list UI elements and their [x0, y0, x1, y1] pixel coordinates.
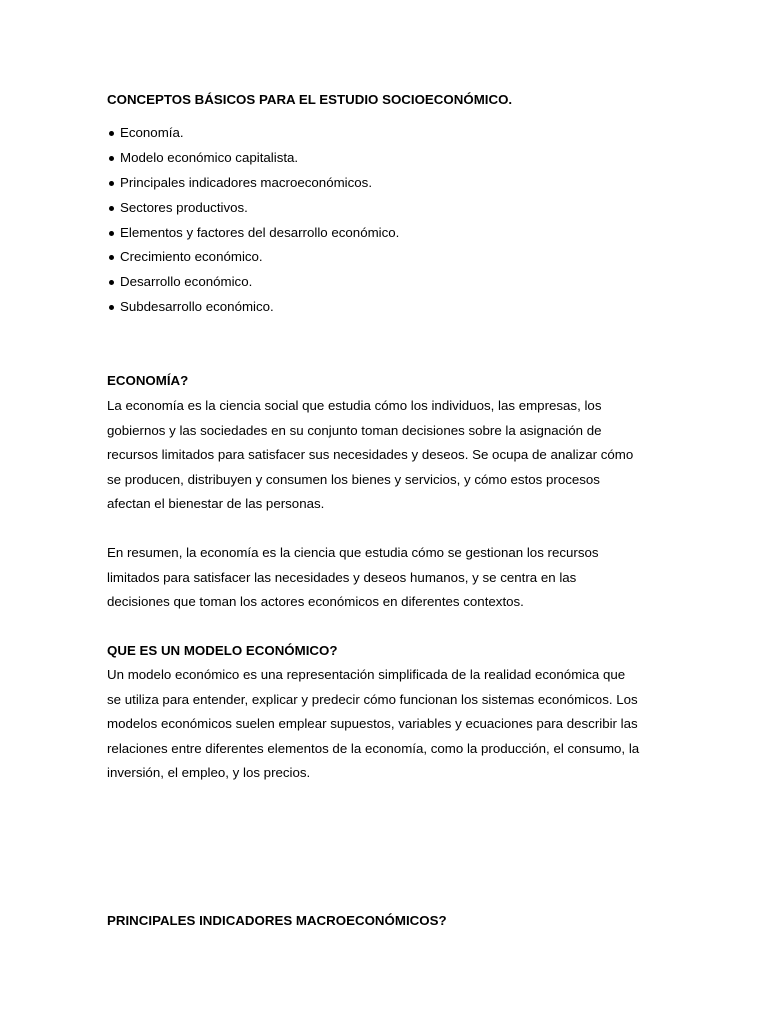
- paragraph-line: gobiernos y las sociedades en su conjunto toman decisiones sobre la asignación de: [107, 422, 602, 438]
- paragraph-line: se utiliza para entender, explicar y predecir cómo funcionan los sistemas económicos. Los: [107, 691, 638, 707]
- section-heading-economia: ECONOMÍA?: [107, 373, 189, 388]
- list-item-label: Crecimiento económico.: [120, 249, 263, 265]
- list-item: [107, 248, 399, 273]
- paragraph-line: Un modelo económico es una representación simplificada de la realidad económica que: [107, 667, 626, 682]
- bullet-icon: [109, 156, 114, 161]
- list-item-label: Modelo económico capitalista.: [120, 149, 299, 165]
- bullet-icon: [109, 305, 114, 310]
- list-item: [107, 298, 399, 323]
- bullet-icon: [109, 181, 114, 186]
- paragraph-line: En resumen, la economía es la ciencia que estudia cómo se gestionan los recursos: [107, 545, 599, 560]
- paragraph-economia-summary: [107, 541, 667, 615]
- list-item-label: Elementos y factores del desarrollo económico.: [120, 224, 400, 240]
- list-item-label: Sectores productivos.: [120, 199, 248, 215]
- topics-list: [107, 124, 399, 323]
- list-item: [107, 174, 399, 199]
- paragraph-line: inversión, el empleo, y los precios.: [107, 765, 311, 781]
- bullet-icon: [109, 255, 114, 260]
- paragraph-economia-definition: [107, 394, 667, 517]
- bullet-icon: [109, 131, 114, 136]
- list-item-label: Subdesarrollo económico.: [120, 299, 274, 315]
- paragraph-line: decisiones que toman los actores económicos en diferentes contextos.: [107, 594, 524, 610]
- bullet-icon: [109, 280, 114, 285]
- paragraph-line: se producen, distribuyen y consumen los bienes y servicios, y cómo estos procesos: [107, 471, 600, 487]
- list-item-label: Economía.: [120, 125, 184, 140]
- bullet-icon: [109, 206, 114, 211]
- list-item: [107, 124, 399, 149]
- list-item: [107, 273, 399, 298]
- paragraph-line: afectan el bienestar de las personas.: [107, 496, 325, 512]
- document-title: CONCEPTOS BÁSICOS PARA EL ESTUDIO SOCIOECONÓMICO.: [107, 92, 513, 107]
- list-item-label: Desarrollo económico.: [120, 274, 253, 290]
- paragraph-line: relaciones entre diferentes elementos de la economía, como la producción, el consumo, la: [107, 740, 640, 756]
- section-heading-modelo: QUE ES UN MODELO ECONÓMICO?: [107, 643, 338, 658]
- bullet-icon: [109, 231, 114, 236]
- list-item: [107, 199, 399, 224]
- paragraph-modelo-definition: [107, 663, 667, 786]
- paragraph-line: recursos limitados para satisfacer sus necesidades y deseos. Se ocupa de analizar cómo: [107, 447, 634, 463]
- list-item: [107, 149, 399, 174]
- list-item-label: Principales indicadores macroeconómicos.: [120, 174, 373, 190]
- paragraph-line: limitados para satisfacer las necesidades y deseos humanos, y se centra en las: [107, 569, 577, 585]
- paragraph-line: La economía es la ciencia social que estudia cómo los individuos, las empresas, los: [107, 398, 602, 413]
- list-item: [107, 224, 399, 249]
- section-heading-indicadores: PRINCIPALES INDICADORES MACROECONÓMICOS?: [107, 913, 447, 928]
- paragraph-line: modelos económicos suelen emplear supuestos, variables y ecuaciones para describir las: [107, 716, 638, 732]
